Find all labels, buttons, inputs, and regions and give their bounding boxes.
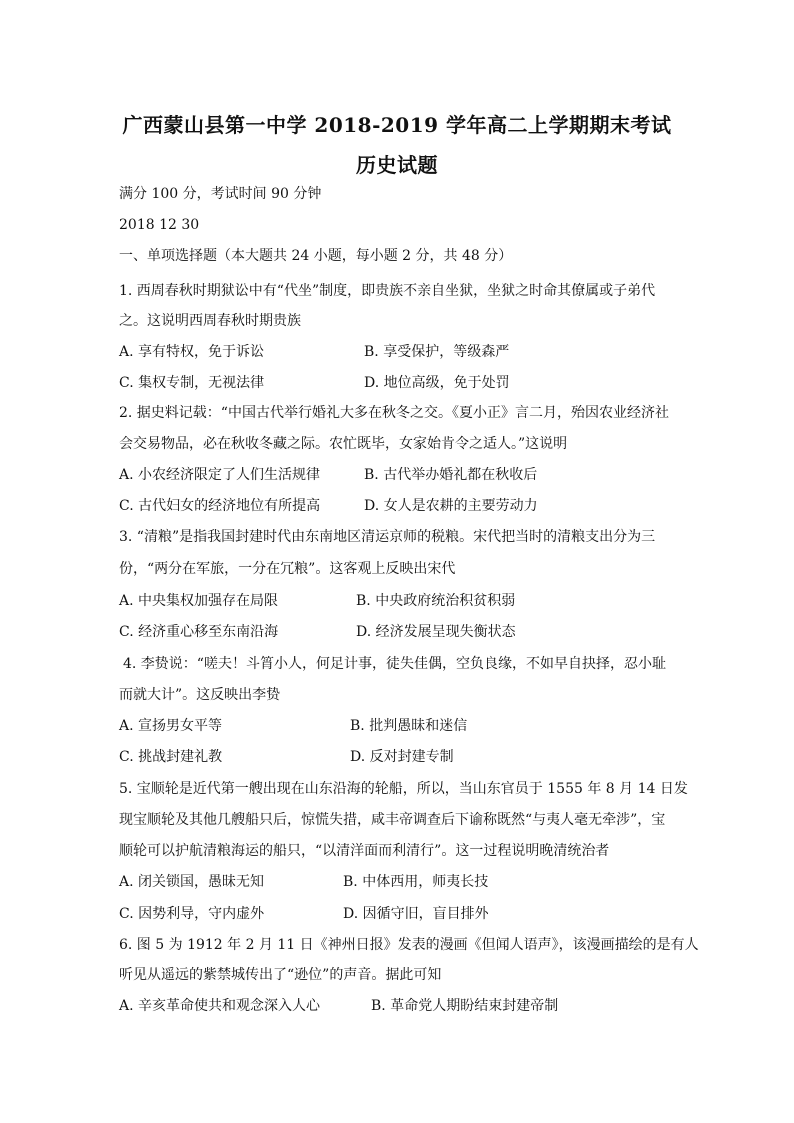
question-4-line-1: 4. 李贽说：“嗟夫！斗筲小人，何足计事，徒失佳偶，空负良缘，不如早自抉择，忍小耻 <box>123 656 666 672</box>
question-3-option-a: A. 中央集权加强存在局限 <box>119 593 279 609</box>
question-6-line-2: 听见从遥远的紫禁城传出了“逊位”的声音。据此可知 <box>119 967 442 983</box>
exam-title: 广西蒙山县第一中学 2018-2019 学年高二上学期期末考试 <box>122 113 672 137</box>
question-1-line-2: 之。这说明西周春秋时期贵族 <box>119 313 301 329</box>
question-2-option-a: A. 小农经济限定了人们生活规律 <box>119 467 321 483</box>
question-1-option-a: A. 享有特权，免于诉讼 <box>119 344 265 360</box>
section-heading: 一、单项选择题（本大题共 24 小题，每小题 2 分，共 48 分） <box>119 248 513 264</box>
exam-info: 满分 100 分，考试时间 90 分钟 <box>119 186 322 202</box>
exam-date: 2018 12 30 <box>119 217 200 233</box>
question-4-option-b: B. 批判愚昧和迷信 <box>350 718 468 734</box>
question-5-option-b: B. 中体西用，师夷长技 <box>343 874 489 890</box>
question-3-line-2: 份，“两分在军旅，一分在冗粮”。这客观上反映出宋代 <box>119 561 456 577</box>
question-6-option-b: B. 革命党人期盼结束封建帝制 <box>371 998 559 1014</box>
question-1-line-1: 1. 西周春秋时期狱讼中有“代坐”制度，即贵族不亲自坐狱，坐狱之时命其僚属或子弟代 <box>119 283 656 299</box>
question-2-option-d: D. 女人是农耕的主要劳动力 <box>364 498 538 514</box>
question-2-option-c: C. 古代妇女的经济地位有所提高 <box>119 498 321 514</box>
question-3-line-1: 3. “清粮”是指我国封建时代由东南地区清运京师的税粮。宋代把当时的清粮支出分为三 <box>119 529 656 545</box>
question-1-option-b: B. 享受保护，等级森严 <box>364 344 510 360</box>
question-4-option-a: A. 宣扬男女平等 <box>119 718 223 734</box>
question-5-option-a: A. 闭关锁国，愚昧无知 <box>119 874 265 890</box>
question-1-option-c: C. 集权专制，无视法律 <box>119 375 265 391</box>
question-4-line-2: 而就大计”。这反映出李贽 <box>119 687 281 703</box>
question-5-line-2: 现宝顺轮及其他几艘船只后，惊慌失措，咸丰帝调查后下谕称既然“与夷人毫无牵涉”，宝 <box>119 812 666 828</box>
question-5-line-3: 顺轮可以护航清粮海运的船只，“以清洋面而利清行”。这一过程说明晚清统治者 <box>119 843 610 859</box>
exam-subtitle: 历史试题 <box>356 153 438 177</box>
question-5-option-c: C. 因势利导，守内虚外 <box>119 906 265 922</box>
question-3-option-d: D. 经济发展呈现失衡状态 <box>356 624 516 640</box>
question-4-option-c: C. 挑战封建礼教 <box>119 749 223 765</box>
question-2-line-1: 2. 据史料记载：“中国古代举行婚礼大多在秋冬之交。《夏小正》言二月，殆因农业经济社 <box>119 405 669 421</box>
question-4-option-d: D. 反对封建专制 <box>350 749 454 765</box>
question-3-option-b: B. 中央政府统治积贫积弱 <box>356 593 516 609</box>
question-6-option-a: A. 辛亥革命使共和观念深入人心 <box>119 998 321 1014</box>
question-5-line-1: 5. 宝顺轮是近代第一艘出现在山东沿海的轮船，所以，当山东官员于 1555 年 8 月 14 日发 <box>119 781 688 797</box>
question-2-option-b: B. 古代举办婚礼都在秋收后 <box>364 467 538 483</box>
question-6-line-1: 6. 图 5 为 1912 年 2 月 11 日《神州日报》发表的漫画《但闻人语声》，该漫画描绘的是有人 <box>119 937 699 953</box>
question-3-option-c: C. 经济重心移至东南沿海 <box>119 624 279 640</box>
question-1-option-d: D. 地位高级，免于处罚 <box>364 375 510 391</box>
question-5-option-d: D. 因循守旧，盲目排外 <box>343 906 489 922</box>
question-2-line-2: 会交易物品，必在秋收冬藏之际。农忙既毕，女家始肯令之适人。”这说明 <box>119 436 568 452</box>
